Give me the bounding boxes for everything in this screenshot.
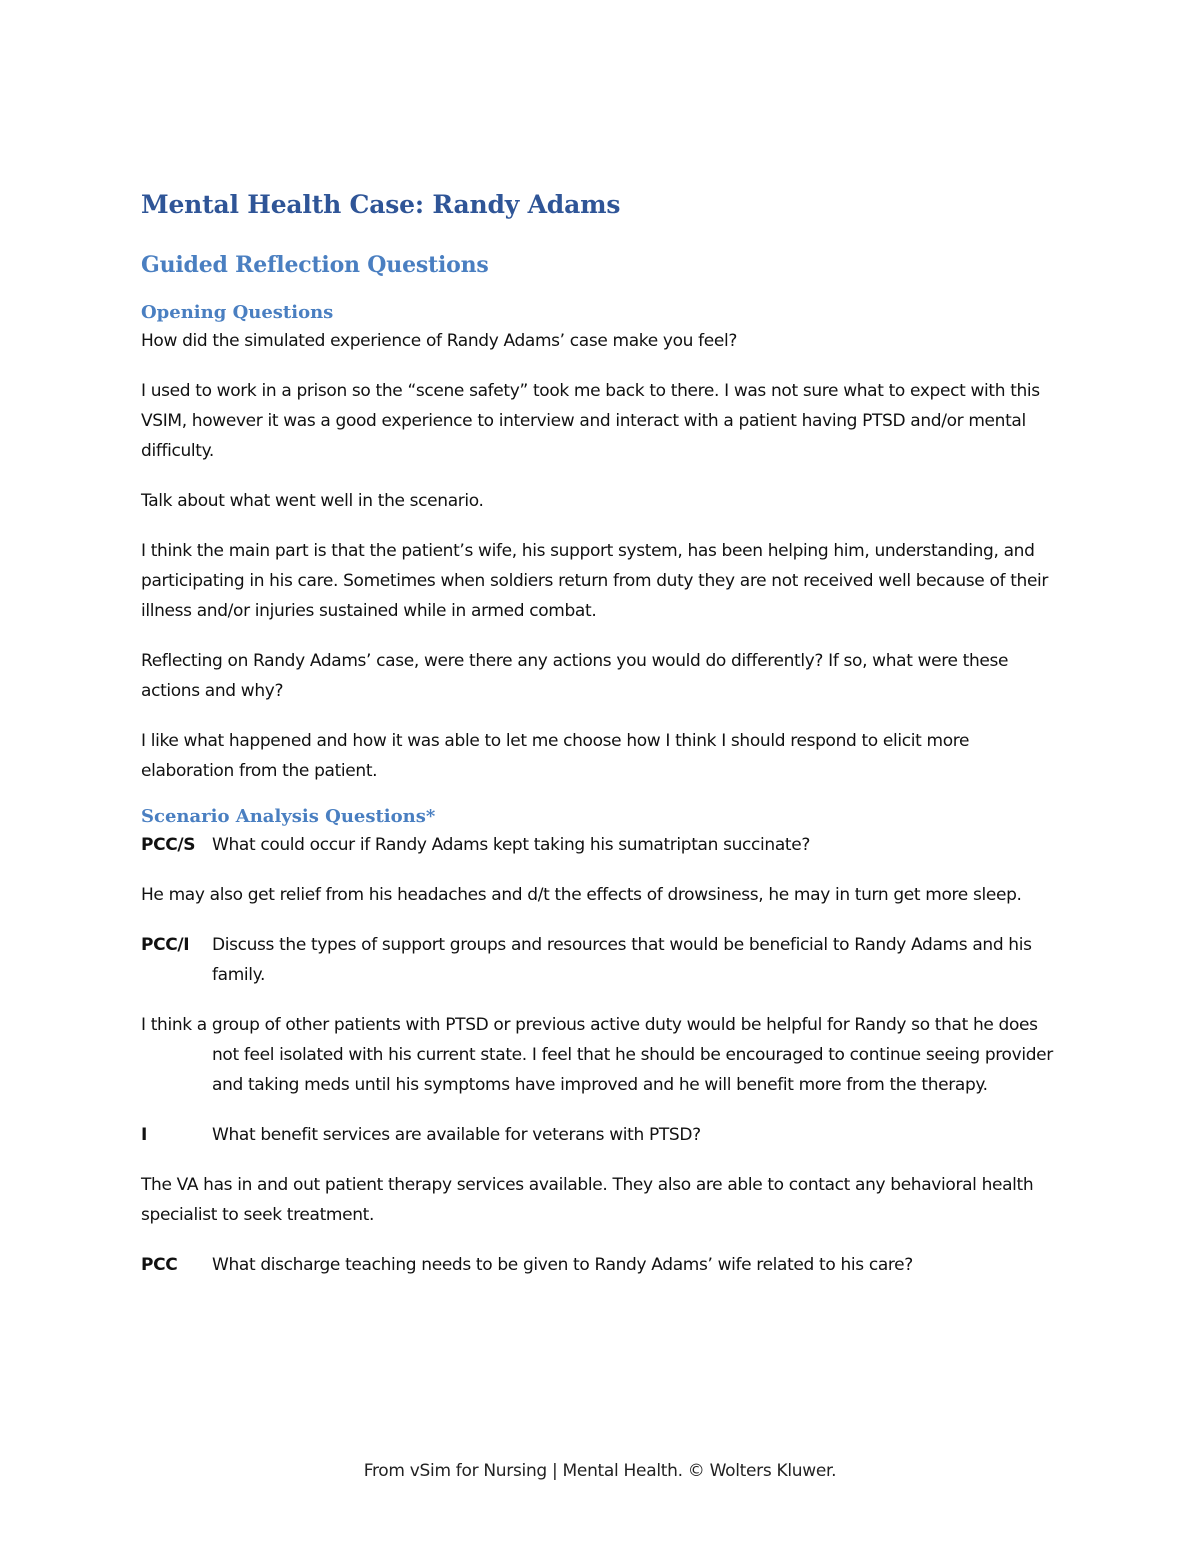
scenario-question: What could occur if Randy Adams kept taking his sumatriptan succinate?	[212, 835, 810, 855]
scenario-question-row	[141, 1120, 1061, 1150]
opening-answer-2: I think the main part is that the patient’s wife, his support system, has been helping him, understanding, and participating in his care. Sometimes when soldiers return from duty they are not received well because of their illness and/or injuries sustained while in armed combat.	[141, 541, 1049, 621]
page-footer: From vSim for Nursing | Mental Health. © Wolters Kluwer.	[363, 1461, 837, 1481]
opening-answer-1: I used to work in a prison so the “scene safety” took me back to there. I was not sure what to expect with this VSIM, however it was a good experience to interview and interact with a patient having PTSD and/or mental difficulty.	[141, 381, 1040, 461]
scenario-question: What discharge teaching needs to be given to Randy Adams’ wife related to his care?	[212, 1255, 913, 1275]
question-code: PCC/I	[141, 935, 190, 955]
opening-questions-heading: Opening Questions	[141, 302, 334, 323]
opening-question-1: How did the simulated experience of Randy Adams’ case make you feel?	[141, 331, 737, 351]
scenario-question-row	[141, 930, 1061, 990]
question-code: PCC/S	[141, 835, 196, 855]
document-subtitle: Guided Reflection Questions	[141, 252, 489, 278]
question-code: I	[141, 1125, 147, 1145]
scenario-answer: He may also get relief from his headaches and d/t the effects of drowsiness, he may in turn get more sleep.	[141, 885, 1022, 905]
opening-answer-3: I like what happened and how it was able to let me choose how I think I should respond to elicit more elaboration from the patient.	[141, 731, 970, 781]
scenario-question: What benefit services are available for veterans with PTSD?	[212, 1125, 701, 1145]
opening-question-3: Reflecting on Randy Adams’ case, were there any actions you would do differently? If so, what were these actions and why?	[141, 651, 1009, 701]
scenario-question: Discuss the types of support groups and resources that would be beneficial to Randy Adams and his family.	[212, 935, 1032, 985]
document-title: Mental Health Case: Randy Adams	[141, 190, 621, 219]
scenario-question-row	[141, 830, 1061, 860]
scenario-answer: I think a group of other patients with PTSD or previous active duty would be helpful for Randy so that he does not feel isolated with his current state. I feel that he should be encouraged to continue seeing provider and taking meds until his symptoms have improved and he will benefit more from the therapy.	[141, 1015, 1053, 1095]
scenario-question-row	[141, 1250, 1061, 1280]
question-code: PCC	[141, 1255, 178, 1275]
scenario-analysis-heading: Scenario Analysis Questions*	[141, 806, 436, 827]
scenario-answer: The VA has in and out patient therapy services available. They also are able to contact any behavioral health specialist to seek treatment.	[141, 1175, 1034, 1225]
document-content	[141, 188, 1061, 1300]
opening-question-2: Talk about what went well in the scenario.	[141, 491, 484, 511]
